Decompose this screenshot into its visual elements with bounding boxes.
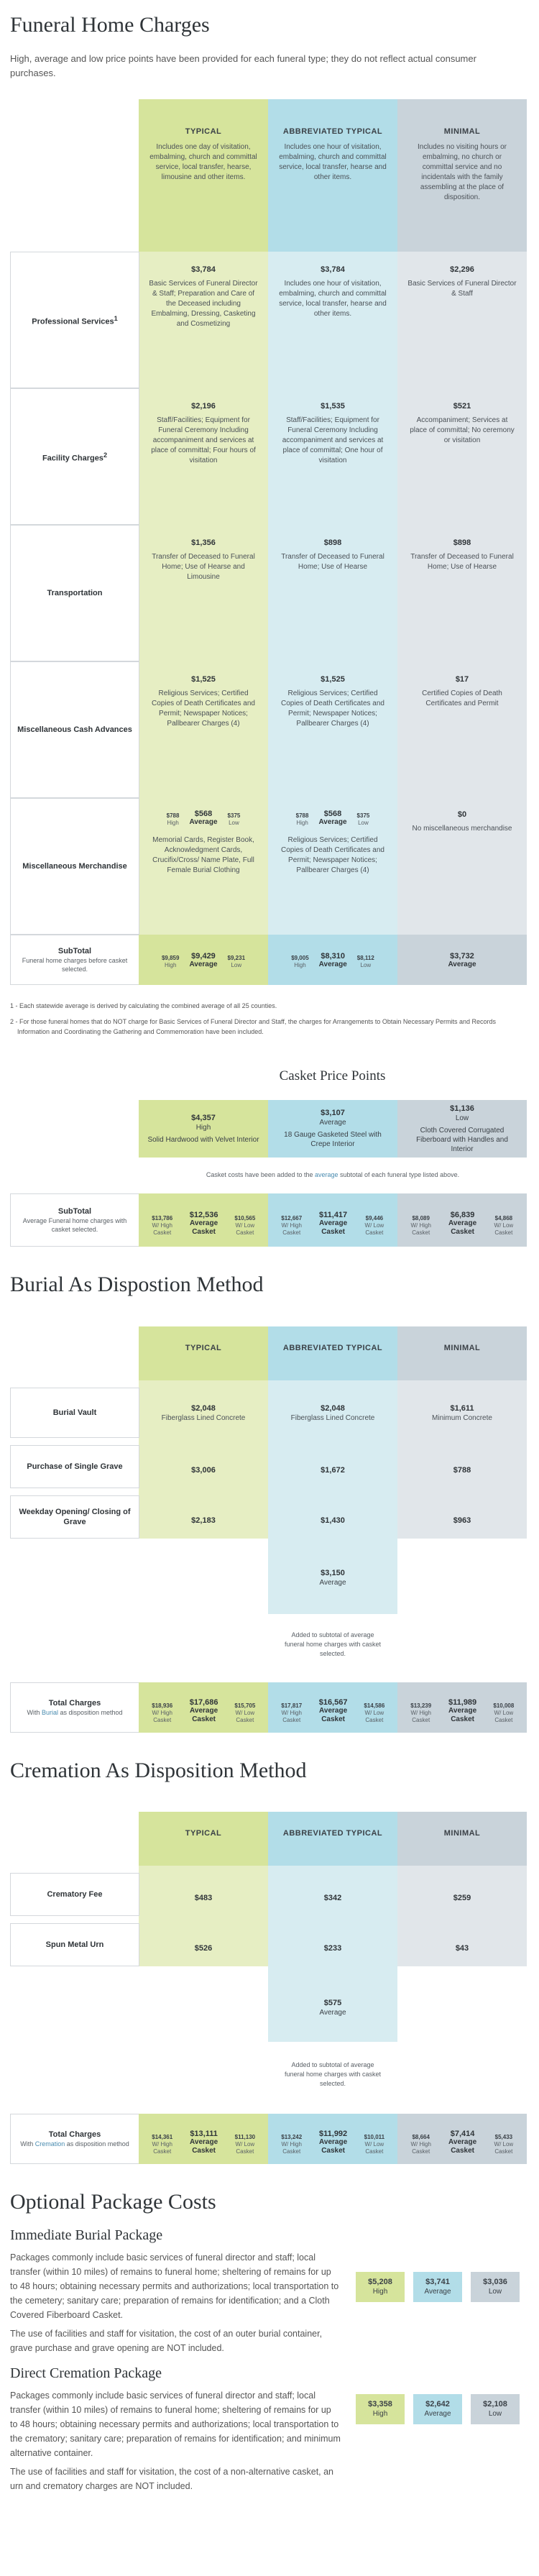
total-cell: $13,239 W/ High Casket $11,989 Average Casket $10,008 W/ Low Casket bbox=[410, 1698, 515, 1723]
column-title: ABBREVIATED TYPICAL bbox=[282, 127, 383, 136]
immediate-burial-desc: Packages commonly include basic services of funeral director and staff; local transfer (within 10 miles) of remains to funeral home; sheltering of remains for up to 48 hours; obtaining necessary permits and authorizations; local transportation to the cemetery; sanitary care; preparation of remains for identification; and a Cloth Covered Fiberboard Casket. bbox=[10, 2252, 339, 2320]
price-box-high: $5,208 High bbox=[356, 2272, 405, 2302]
column-header: TYPICAL bbox=[185, 1344, 222, 1352]
column-desc: Includes no visiting hours or embalming, no church or committal service and no incidentals with the family assembling at the place of disposition. bbox=[418, 143, 507, 201]
cremation-extra-box: $575 Average bbox=[319, 1998, 346, 2017]
column-header: MINIMAL bbox=[443, 1829, 481, 1838]
total-label: Total Charges With Burial as disposition method bbox=[10, 1682, 139, 1733]
price-cell: $1,611 Minimum Concrete bbox=[432, 1404, 492, 1422]
casket-title: Casket Price Points bbox=[279, 1068, 386, 1083]
price-cell: $1,525 Religious Services; Certified Copies of Death Certificates and Permit; Newspaper Notices; Pallbearer Charges (4) bbox=[152, 675, 255, 728]
casket-note: Casket costs have been added to the average subtotal of each funeral type listed above. bbox=[206, 1171, 460, 1178]
price-cell: $963 bbox=[453, 1516, 471, 1525]
total-cell: $17,817 W/ High Casket $16,567 Average Casket $14,586 W/ Low Casket bbox=[281, 1698, 385, 1723]
burial-extra-note: Added to subtotal of average funeral home charges with casket selected. bbox=[284, 1631, 382, 1657]
column-header: MINIMAL bbox=[443, 1344, 481, 1352]
column-header bbox=[139, 115, 268, 223]
price-cell: $0 No miscellaneous merchandise bbox=[412, 810, 512, 833]
immediate-burial-excl: The use of facilities and staff for visitation, the cost of an outer burial container, grave purchase and grave opening are NOT included. bbox=[10, 2329, 323, 2353]
row-label: Miscellaneous Cash Advances bbox=[10, 661, 139, 798]
casket-price-box: $4,357 High Solid Hardwood with Velvet Interior bbox=[139, 1100, 268, 1158]
price-cell: $1,356 Transfer of Deceased to Funeral Home; Use of Hearse and Limousine bbox=[152, 538, 255, 581]
price-box-average: $2,642 Average bbox=[413, 2394, 462, 2424]
row-label: Professional Services$^1$ bbox=[10, 252, 139, 388]
price-cell: $2,183 bbox=[191, 1516, 216, 1525]
burial-extra-box: $3,150 Average bbox=[319, 1569, 346, 1587]
price-cell: $3,784 Includes one hour of visitation, embalming, church and committal service, local transfer, hearse and other items. bbox=[279, 265, 387, 318]
price-cell: $259 bbox=[453, 1894, 471, 1902]
total-label: Total Charges With Cremation as disposition method bbox=[10, 2114, 139, 2164]
row-label: Weekday Opening/ Closing of Grave bbox=[10, 1495, 139, 1539]
column-desc: Includes one day of visitation, embalming, church and committal service, local transfer, hearse, limousine and other items. bbox=[149, 143, 257, 181]
column-header: TYPICAL bbox=[185, 1829, 222, 1838]
total-cell: $14,361 W/ High Casket $13,111 Average Casket $11,130 W/ Low Casket bbox=[152, 2130, 256, 2155]
direct-cremation-desc: Packages commonly include basic services of funeral director and staff; local transfer (within 10 miles) of remains to funeral home; sheltering of remains for up to 48 hours; obtaining necessary permits and authorizations; local transportation to the crematory; sanitary care; preparation of remains for identification; and minimum alternative container. bbox=[10, 2391, 341, 2458]
column-header bbox=[397, 115, 527, 244]
price-cell: $1,672 bbox=[321, 1466, 345, 1475]
page-title: Funeral Home Charges bbox=[10, 13, 210, 37]
price-cell: $788 High $568 Average $375 Low Religious Services; Certified Copies of Death Certificates and Permit; Newspaper Notices; Pallbearer Charges (4) bbox=[268, 805, 397, 935]
price-cell: $2,196 Staff/Facilities; Equipment for Funeral Ceremony Including accompaniment and services at place of committal; Four hours of visitation bbox=[151, 402, 256, 464]
row-label: Purchase of Single Grave bbox=[10, 1445, 139, 1488]
subtotal-cell: $9,005 High $8,310 Average $8,112 Low bbox=[291, 952, 374, 968]
subtotal-cell: $9,859 High $9,429 Average $9,231 Low bbox=[161, 952, 246, 968]
total-cell: $18,936 W/ High Casket $17,686 Average Casket $15,705 W/ Low Casket bbox=[152, 1698, 256, 1723]
subtotal-cell: $8,089 W/ High Casket $6,839 Average Casket $4,868 W/ Low Casket bbox=[410, 1211, 514, 1236]
subtotal-cell: $13,786 W/ High Casket $12,536 Average Casket $10,565 W/ Low Casket bbox=[152, 1211, 256, 1236]
subtotal-label: SubTotal Funeral home charges before casket selected. bbox=[10, 935, 139, 985]
price-cell: $3,784 Basic Services of Funeral Director & Staff; Preparation and Care of the Deceased including Embalming, Dressing, Casketing and Cosmetizing bbox=[149, 265, 258, 328]
price-cell: $483 bbox=[194, 1894, 213, 1902]
price-cell: $2,048 Fiberglass Lined Concrete bbox=[290, 1404, 375, 1422]
price-cell: $1,535 Staff/Facilities; Equipment for Funeral Ceremony Including accompaniment and services at place of committal; One hour of visitation bbox=[282, 402, 384, 464]
price-cell: $1,430 bbox=[321, 1516, 345, 1525]
immediate-burial-title: Immediate Burial Package bbox=[10, 2227, 163, 2243]
price-cell: $3,006 bbox=[191, 1466, 216, 1475]
cremation-extra-note: Added to subtotal of average funeral home charges with casket selected. bbox=[284, 2061, 382, 2087]
column-header bbox=[268, 115, 397, 223]
total-cell: $8,664 W/ High Casket $7,414 Average Casket $5,433 W/ Low Casket bbox=[410, 2130, 514, 2155]
subtotal-cell: $12,667 W/ High Casket $11,417 Average Casket $9,446 W/ Low Casket bbox=[281, 1211, 384, 1236]
footnote: 2 - For those funeral homes that do NOT charge for Basic Services of Funeral Director and Staff, the charges for Arrangements to Obtain Necessary Permits and Records Information and Coordinating the Gathering and Commemoration have been included. bbox=[10, 1018, 496, 1035]
price-cell: $898 Transfer of Deceased to Funeral Home; Use of Hearse bbox=[281, 538, 384, 571]
direct-cremation-title: Direct Cremation Package bbox=[10, 2365, 162, 2381]
footnote: 1 - Each statewide average is derived by calculating the combined average of all 25 counties. bbox=[10, 1002, 277, 1009]
price-box-low: $2,108 Low bbox=[471, 2394, 520, 2424]
price-cell: $17 Certified Copies of Death Certificates and Permit bbox=[422, 675, 502, 707]
row-label: Spun Metal Urn bbox=[10, 1923, 139, 1966]
casket-price-box: $3,107 Average 18 Gauge Gasketed Steel with Crepe Interior bbox=[268, 1100, 397, 1158]
optional-title: Optional Package Costs bbox=[10, 2190, 216, 2214]
price-cell: $233 bbox=[323, 1944, 342, 1953]
price-box-average: $3,741 Average bbox=[413, 2272, 462, 2302]
direct-cremation-excl: The use of facilities and staff for visitation, the cost of a non-alternative casket, an urn and crematory charges are NOT included. bbox=[10, 2467, 334, 2491]
total-cell: $13,242 W/ High Casket $11,992 Average Casket $10,011 W/ Low Casket bbox=[281, 2130, 385, 2155]
cremation-title: Cremation As Disposition Method bbox=[10, 1759, 307, 1782]
intro-text: High, average and low price points have been provided for each funeral type; they do not reflect actual consumer purchases. bbox=[10, 53, 476, 78]
price-range: $788 High $568 Average $375 Low bbox=[166, 810, 241, 826]
price-cell: $898 Transfer of Deceased to Funeral Home; Use of Hearse bbox=[410, 538, 514, 571]
price-cell: $43 bbox=[455, 1944, 469, 1953]
price-cell: $788 bbox=[453, 1466, 471, 1475]
price-box-low: $3,036 Low bbox=[471, 2272, 520, 2302]
price-cell: $2,048 Fiberglass Lined Concrete bbox=[161, 1404, 246, 1422]
row-label: Miscellaneous Merchandise bbox=[10, 798, 139, 935]
casket-price-box: $1,136 Low Cloth Covered Corrugated Fiberboard with Handles and Interior bbox=[397, 1100, 527, 1158]
price-cell: $526 bbox=[194, 1944, 213, 1953]
price-cell: $342 bbox=[323, 1894, 342, 1902]
row-label: Transportation bbox=[10, 525, 139, 661]
row-label: Crematory Fee bbox=[10, 1873, 139, 1916]
column-title: MINIMAL bbox=[443, 127, 481, 136]
column-header: ABBREVIATED TYPICAL bbox=[282, 1344, 383, 1352]
subtotal-label: SubTotal Average Funeral home charges with casket selected. bbox=[10, 1193, 139, 1247]
price-cell: $2,296 Basic Services of Funeral Director & Staff bbox=[407, 265, 517, 298]
column-header: ABBREVIATED TYPICAL bbox=[282, 1829, 383, 1838]
price-cell: $788 High $568 Average $375 Low Memorial Cards, Register Book, Acknowledgment Cards, Crucifix/Cross/ Name Plate, Full Female Burial Clothing bbox=[139, 805, 268, 935]
row-label: Facility Charges$^2$ bbox=[10, 388, 139, 525]
column-desc: Includes one hour of visitation, embalming, church and committal service, local transfer, hearse and other items. bbox=[279, 143, 387, 181]
row-label: Burial Vault bbox=[10, 1388, 139, 1438]
price-box-high: $3,358 High bbox=[356, 2394, 405, 2424]
price-cell: $521 Accompaniment; Services at place of committal; No ceremony or visitation bbox=[410, 402, 515, 444]
column-title: TYPICAL bbox=[185, 127, 222, 136]
price-range: $788 High $568 Average $375 Low bbox=[295, 810, 370, 826]
subtotal-cell: $3,732 Average bbox=[448, 952, 476, 968]
price-cell: $1,525 Religious Services; Certified Copies of Death Certificates and Permit; Newspaper Notices; Pallbearer Charges (4) bbox=[281, 675, 384, 728]
burial-title: Burial As Dispostion Method bbox=[10, 1273, 264, 1296]
